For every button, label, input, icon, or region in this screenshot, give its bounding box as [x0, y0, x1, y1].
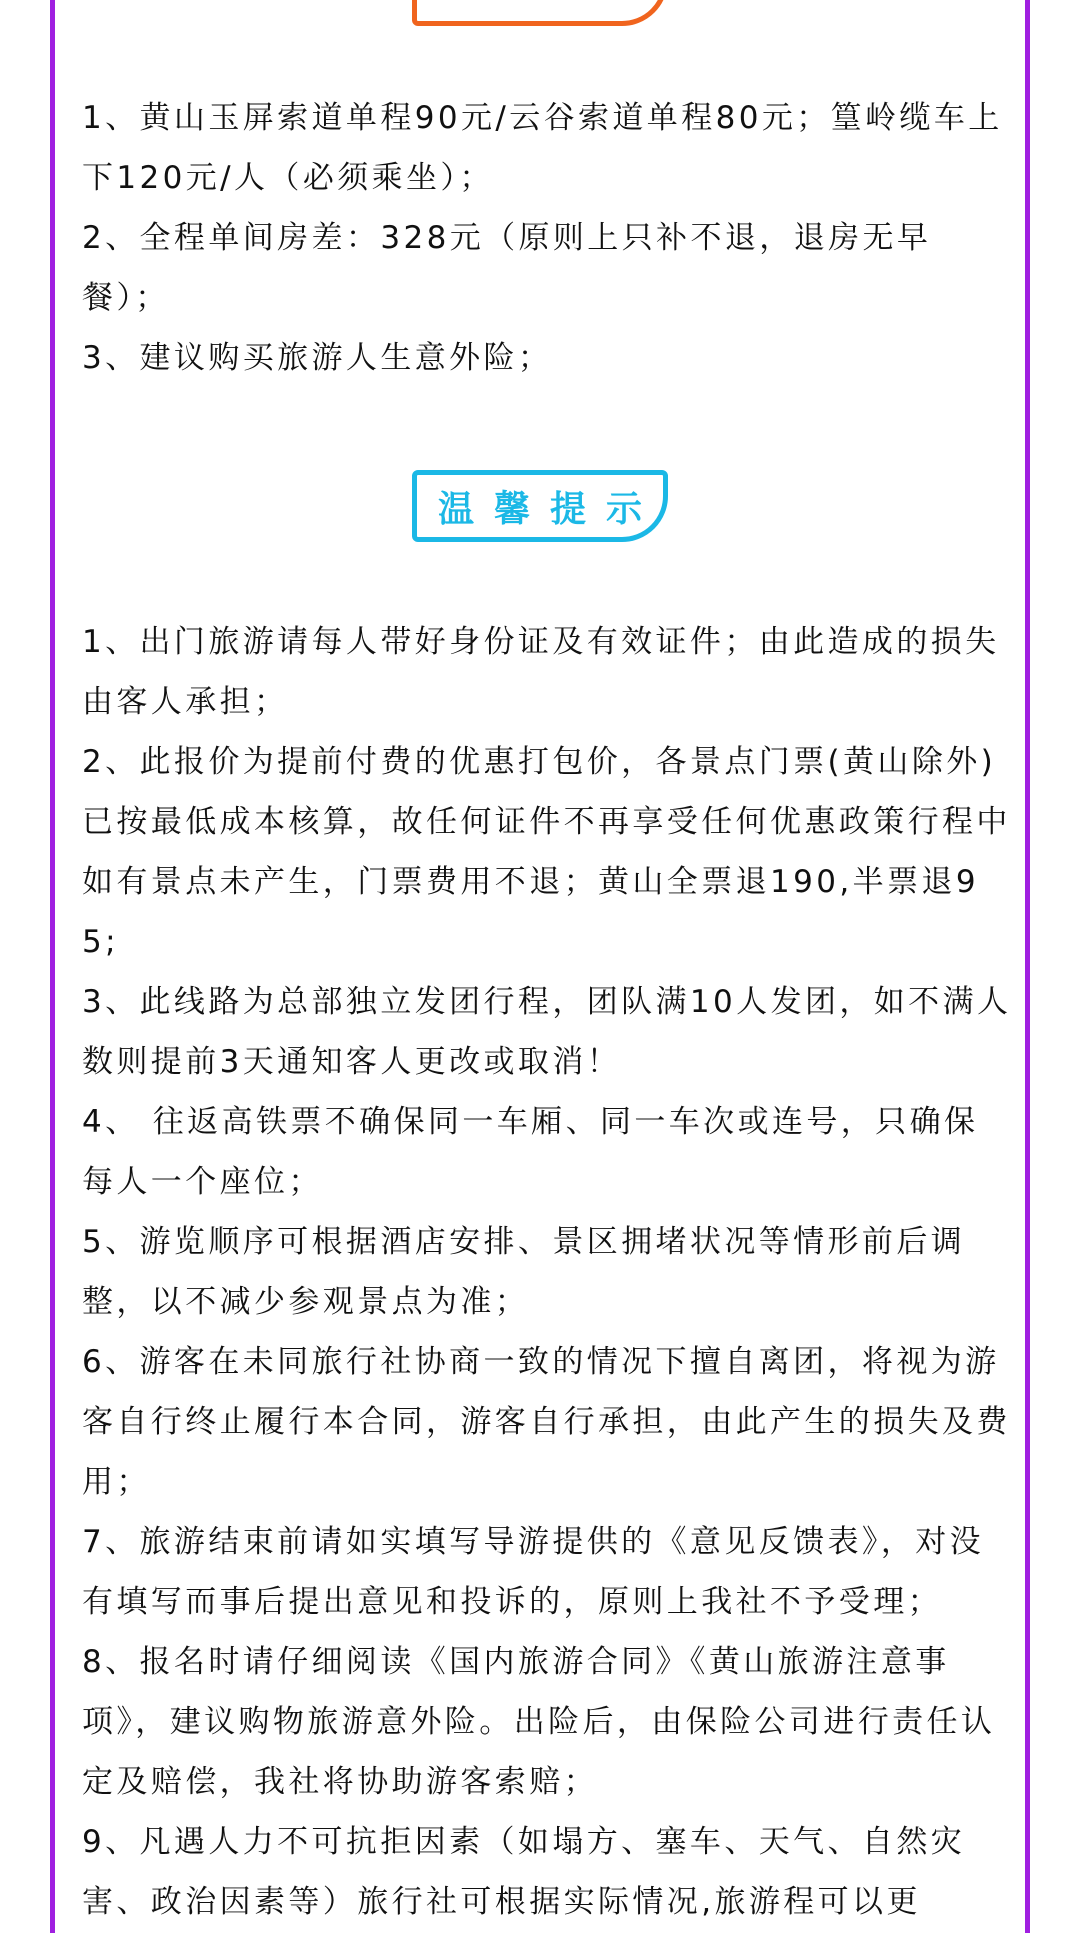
tip-item: 4、 往返高铁票不确保同一车厢、同一车次或连号，只确保每人一个座位；	[82, 1104, 979, 1200]
tip-item: 8、报名时请仔细阅读《国内旅游合同》《黄山旅游注意事项》，建议购物旅游意外险。出险后，由保险公司进行责任认定及赔偿，我社将协助游客索赔；	[82, 1644, 996, 1800]
fee-item: 3、建议购买旅游人生意外险；	[82, 340, 553, 376]
fees-list	[82, 88, 1012, 388]
frame-border-left	[50, 0, 55, 1933]
tips-list	[82, 612, 1012, 1932]
fee-item: 1、黄山玉屏索道单程90元/云谷索道单程80元；篁岭缆车上下120元/人（必须乘坐）；	[82, 100, 1003, 196]
fee-item: 2、全程单间房差：328元（原则上只补不退，退房无早餐）；	[82, 220, 932, 316]
frame-border-right	[1025, 0, 1030, 1933]
tip-item: 7、旅游结束前请如实填写导游提供的《意见反馈表》，对没有填写而事后提出意见和投诉的，原则上我社不予受理；	[82, 1524, 985, 1620]
tip-item: 9、凡遇人力不可抗拒因素（如塌方、塞车、天气、自然灾害、政治因素等）旅行社可根据实际情况,旅游程可以更	[82, 1824, 966, 1920]
tip-item: 2、此报价为提前付费的优惠打包价，各景点门票(黄山除外)已按最低成本核算，故任何证件不再享受任何优惠政策行程中如有景点未产生，门票费用不退；黄山全票退190,半票退95;	[82, 744, 1011, 960]
tip-item: 1、出门旅游请每人带好身份证及有效证件；由此造成的损失由客人承担；	[82, 624, 1000, 720]
tip-item: 6、游客在未同旅行社协商一致的情况下擅自离团，将视为游客自行终止履行本合同，游客自行承担，由此产生的损失及费用；	[82, 1344, 1011, 1500]
fees-section-badge	[412, 0, 668, 26]
tip-item: 5、游览顺序可根据酒店安排、景区拥堵状况等情形前后调整，以不减少参观景点为准；	[82, 1224, 966, 1320]
tips-section-title: 温馨提示	[412, 470, 668, 542]
tip-item: 3、此线路为总部独立发团行程，团队满10人发团，如不满人数则提前3天通知客人更改或取消！	[82, 984, 1012, 1080]
